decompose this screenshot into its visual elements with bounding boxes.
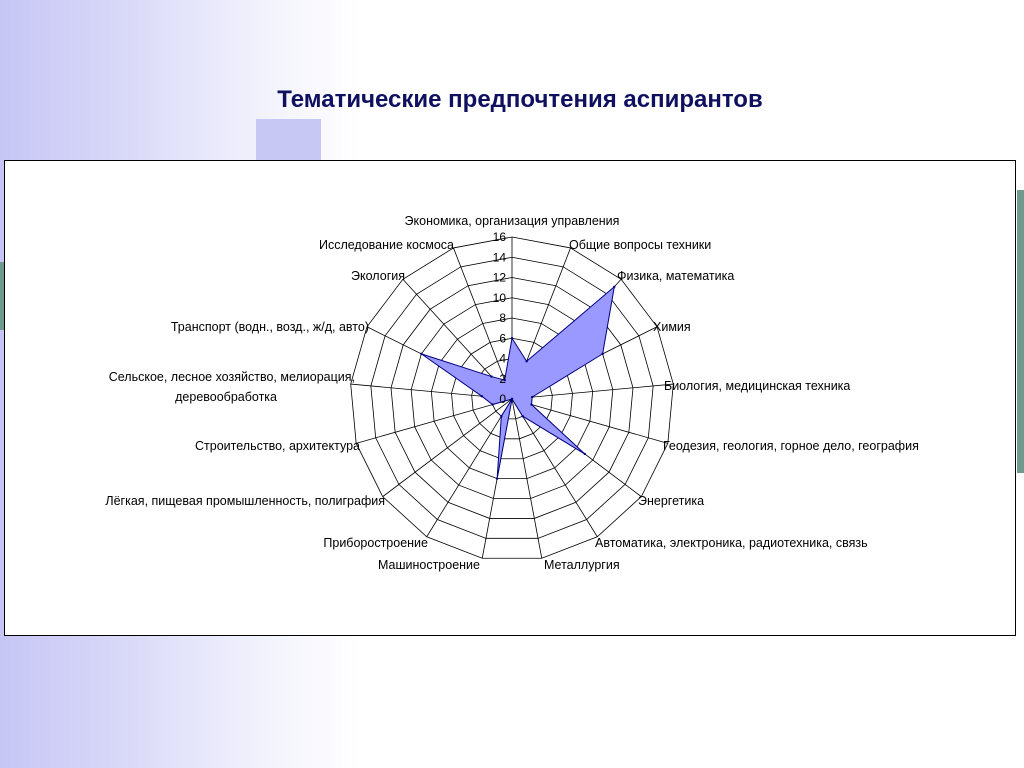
data-point-5 (531, 396, 533, 398)
chart-area (4, 160, 1016, 636)
radar-chart (5, 161, 1017, 637)
category-label-17: Исследование космоса (318, 238, 454, 252)
category-label-2: Общие вопросы техники (569, 238, 712, 252)
data-point-4 (601, 353, 603, 355)
tick-label-10: 10 (492, 290, 506, 305)
series-area (421, 287, 614, 479)
category-label-9: Металлургия (544, 558, 620, 572)
tick-label-8: 8 (499, 311, 506, 325)
category-label-14-line-2: деревообработка (175, 390, 277, 404)
data-point-6 (530, 403, 532, 405)
category-label-7: Энергетика (638, 494, 705, 508)
category-label-11: Приборостроение (323, 536, 428, 550)
spoke-12 (383, 399, 512, 497)
data-point-16 (490, 375, 492, 377)
data-point-11 (500, 415, 502, 417)
data-point-14 (481, 395, 483, 397)
data-point-12 (511, 398, 513, 400)
tick-label-2: 2 (499, 371, 506, 386)
data-point-13 (491, 403, 493, 405)
decorative-square (256, 119, 321, 161)
chart-series (420, 286, 615, 480)
category-label-6: Геодезия, геология, горное дело, география (663, 439, 919, 453)
category-label-3: Физика, математика (617, 269, 735, 283)
tick-label-12: 12 (492, 270, 506, 285)
data-point-1 (511, 337, 513, 339)
category-label-5: Биология, медицинская техника (664, 379, 851, 393)
tick-label-16: 16 (492, 230, 506, 244)
data-point-7 (584, 453, 586, 455)
category-label-14: Сельское, лесное хозяйство, мелиорация, (108, 370, 355, 384)
category-label-13: Строительство, архитектура (195, 439, 360, 453)
data-point-2 (525, 360, 527, 362)
decorative-bar-right (1017, 190, 1024, 473)
data-point-15 (420, 353, 422, 355)
category-label-1: Экономика, организация управления (404, 214, 620, 228)
category-label-12: Лёгкая, пищевая промышленность, полиграфия (105, 494, 385, 508)
tick-label-6: 6 (499, 331, 506, 346)
tick-label-0: 0 (499, 392, 506, 406)
slide-title: Тематические предпочтения аспирантов (277, 86, 763, 113)
category-label-10: Машиностроение (377, 558, 480, 572)
tick-label-4: 4 (499, 351, 506, 366)
category-label-16: Экология (351, 269, 405, 283)
data-point-8 (521, 415, 523, 417)
category-label-4: Химия (653, 320, 691, 334)
category-label-8: Автоматика, электроника, радиотехника, связь (595, 536, 868, 550)
data-point-3 (613, 286, 615, 288)
data-point-10 (496, 477, 498, 479)
tick-label-14: 14 (492, 250, 506, 265)
category-label-15: Транспорт (водн., возд., ж/д, авто) (170, 320, 369, 334)
